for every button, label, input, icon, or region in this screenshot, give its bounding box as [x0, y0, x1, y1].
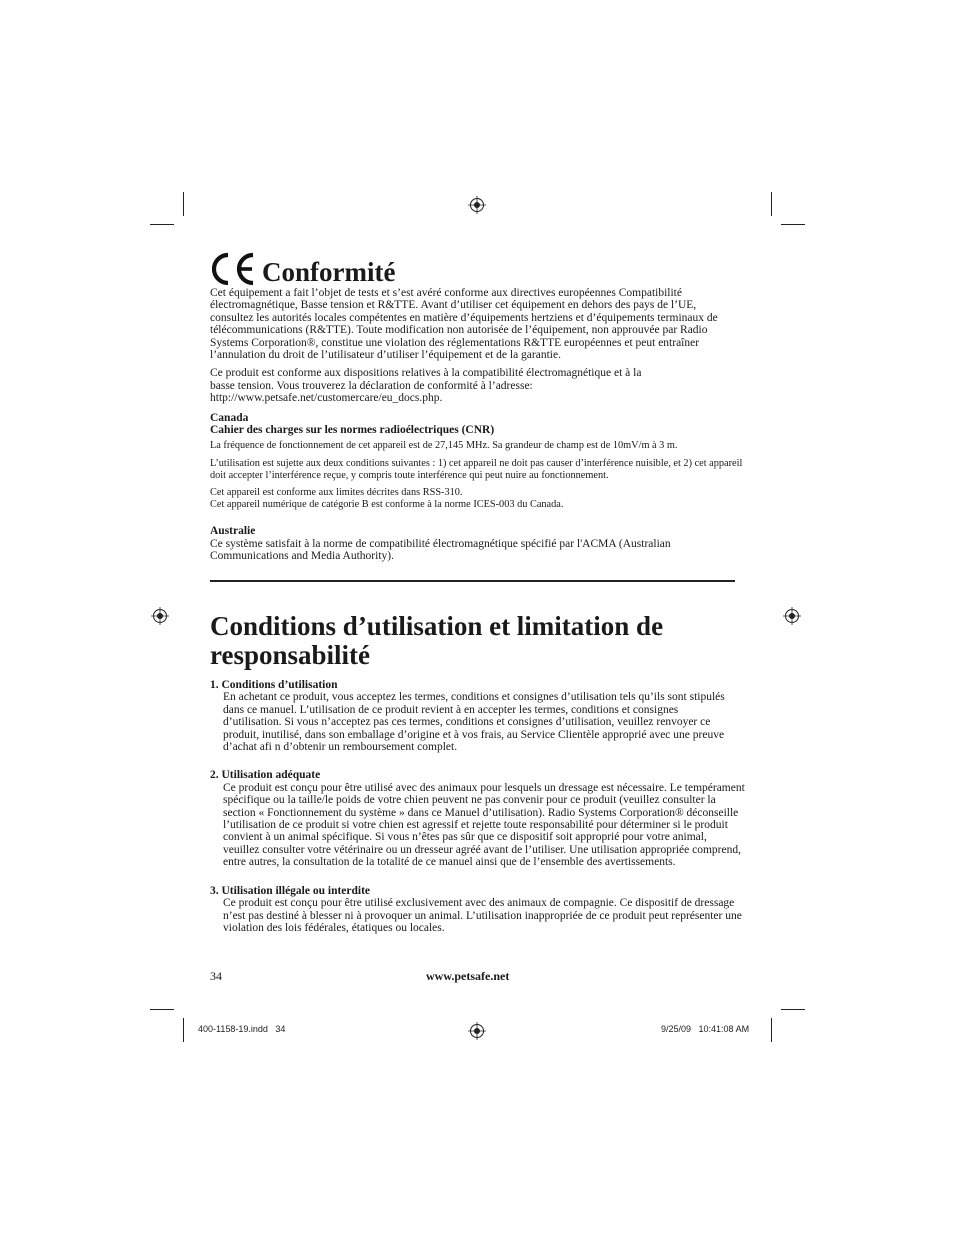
- conformite-title: Conformité: [262, 257, 396, 287]
- condition-item: [210, 769, 745, 868]
- crop-mark: [781, 1009, 805, 1010]
- crop-mark: [771, 192, 772, 216]
- canada-para-2: L’utilisation est sujette aux deux conditions suivantes : 1) cet appareil ne doit pas causer d’interférence nuisible, et 2) cet appareil doit accepter l’interférence reçue, y compris toute interférence qui peut nuire au fonctionnement.: [210, 457, 743, 481]
- conditions-section: [210, 679, 745, 934]
- canada-para-1: La fréquence de fonctionnement de cet appareil est de 27,145 MHz. Sa grandeur de champ est de 10mV/m à 3 m.: [210, 440, 678, 452]
- condition-heading: 3. Utilisation illégale ou interdite: [210, 884, 371, 897]
- registration-mark-icon: [468, 1022, 486, 1040]
- australie-para: Ce système satisfait à la norme de compatibilité électromagnétique spécifié par l'ACMA (Australian Communications and Media Authority).: [210, 537, 671, 563]
- footer-website: www.petsafe.net: [426, 969, 510, 983]
- conformite-para-1: Cet équipement a fait l’objet de tests et s’est avéré conforme aux directives européennes Compatibilité électromagnétique, Basse tension et R&TTE. Avant d’utiliser cet équipement en dehors des pays de l’UE, consultez les autorités locales compétentes en matière d’équipements hertziens et d’équipements terminaux de télécommunications (R&TTE). Toute modification non autorisée de l’équipement, non approuvée par Radio Systems Corporation®, constitue une violation des réglementations R&TTE européennes et peut entraîner l’annulation du droit de l’utilisateur d’utiliser l’équipement et de la garantie.: [210, 287, 718, 362]
- canada-heading: Canada: [210, 411, 249, 424]
- conformite-para-2: Ce produit est conforme aux dispositions relatives à la compatibilité électromagnétique et à la basse tension. Vous trouverez la déclaration de conformité à l’adresse: http://www.petsafe.net/customercare/eu_docs.php.: [210, 367, 642, 405]
- registration-mark-icon: [783, 607, 801, 625]
- page-number: 34: [210, 969, 222, 983]
- canada-para-3b: Cet appareil numérique de catégorie B est conforme à la norme ICES-003 du Canada.: [210, 499, 564, 511]
- slug-datetime: 9/25/09 10:41:08 AM: [661, 1024, 750, 1034]
- slug-file: 400-1158-19.indd 34: [198, 1024, 286, 1034]
- conditions-title: Conditions d’utilisation et limitation de responsabilité: [210, 611, 664, 670]
- registration-mark-icon: [151, 607, 169, 625]
- crop-mark: [150, 224, 174, 225]
- condition-item: [210, 679, 745, 753]
- condition-text: En achetant ce produit, vous acceptez les termes, conditions et consignes d’utilisation tels qu’ils sont stipulés dans ce manuel. L’utilisation de ce produit revient à en accepter les termes, conditions et consignes d’utilisation. Si vous n’acceptez pas ces termes, conditions et consignes d’utilisation, veuillez renvoyer ce produit, inutilisé, dans son emballage d’origine et à vos frais, au Service Clientèle approprié avec une preuve d’achat afi n d’obtenir un remboursement complet.: [223, 691, 725, 754]
- canada-para-3a: Cet appareil est conforme aux limites décrites dans RSS-310.: [210, 487, 463, 499]
- crop-mark: [771, 1018, 772, 1042]
- registration-mark-icon: [468, 196, 486, 214]
- ce-mark-icon: [210, 252, 258, 286]
- crop-mark: [781, 224, 805, 225]
- condition-heading: 2. Utilisation adéquate: [210, 769, 321, 782]
- condition-item: [210, 885, 745, 935]
- condition-text: Ce produit est conçu pour être utilisé avec des animaux pour lesquels un dressage est nécessaire. Le tempérament spécifique ou la taille/le poids de votre chien peuvent ne pas convenir pour ce produit (veuillez consulter la section « Fonctionnement du système » dans ce Manuel d’utilisation). Radio Systems Corporation® déconseille l’utilisation de ce produit si votre chien est agressif et rejette toute responsabilité pour déterminer si le produit convient à un animal spécifique. Si vous n’êtes pas sûr que ce dispositif soit approprié pour votre animal, veuillez consulter votre vétérinaire ou un dresseur agréé avant de l’utiliser. Une utilisation appropriée comprend, entre autres, la consultation de la totalité de ce manuel ainsi que de l’ensemble des avertissements.: [223, 781, 745, 869]
- condition-text: Ce produit est conçu pour être utilisé exclusivement avec des animaux de compagnie. Ce dispositif de dressage n’est pas destiné à blesser ni à provoquer un animal. L’utilisation inappropriée de ce produit peut représenter une violation des lois fédérales, étatiques ou locales.: [223, 897, 742, 934]
- australie-heading: Australie: [210, 525, 256, 538]
- section-divider: [210, 580, 735, 582]
- crop-mark: [183, 1018, 184, 1042]
- condition-heading: 1. Conditions d’utilisation: [210, 679, 338, 691]
- crop-mark: [183, 192, 184, 216]
- conformite-section: [210, 287, 750, 563]
- canada-subheading: Cahier des charges sur les normes radioélectriques (CNR): [210, 424, 495, 437]
- crop-mark: [150, 1009, 174, 1010]
